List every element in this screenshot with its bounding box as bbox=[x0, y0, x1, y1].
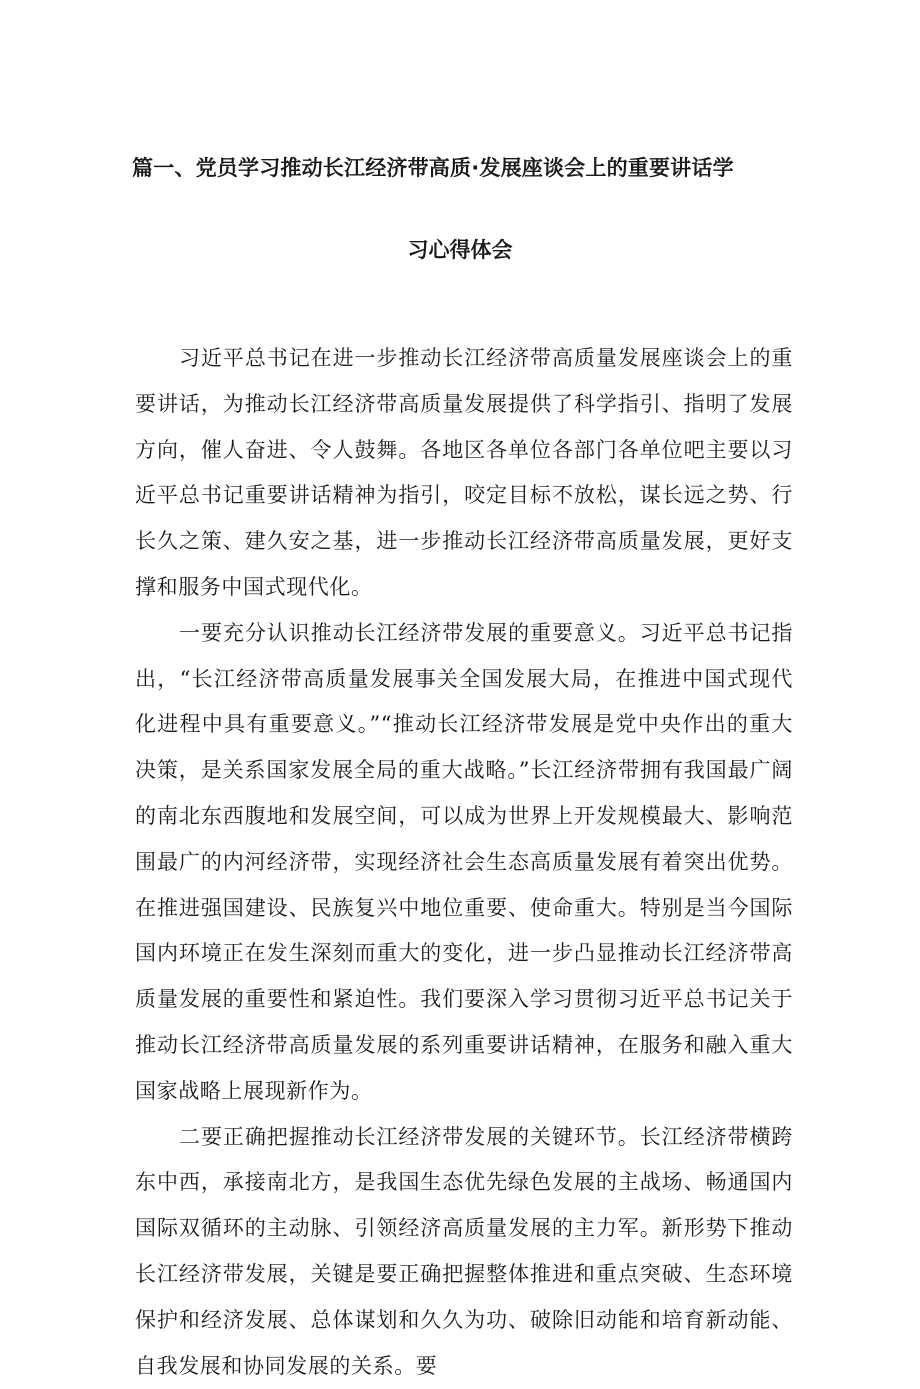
paragraph-point-one: 一要充分认识推动长江经济带发展的重要意义。习近平总书记指出，“长江经济带高质量发展事关全国发展大局，在推进中国式现代化进程中具有重要意义。”“推动长江经济带发展是党中央作出的重大决策，是关系国家发展全局的重大战略。”长江经济带拥有我国最广阔的南北东西腹地和发展空间，可以成为世界上开发规模最大、影响范围最广的内河经济带，实现经济社会生态高质量发展有着突出优势。在推进强国建设、民族复兴中地位重要、使命重大。特别是当今国际国内环境正在发生深刻而重大的变化，进一步凸显推动长江经济带高质量发展的重要性和紧迫性。我们要深入学习贯彻习近平总书记关于推动长江经济带高质量发展的系列重要讲话精神，在服务和融入重大国家战略上展现新作为。 bbox=[135, 620, 793, 1103]
paragraph-intro: 习近平总书记在进一步推动长江经济带高质量发展座谈会上的重要讲话，为推动长江经济带高质量发展提供了科学指引、指明了发展方向，催人奋进、令人鼓舞。各地区各单位各部门各单位吧主要以习近平总书记重要讲话精神为指引，咬定目标不放松，谋长远之势、行长久之策、建久安之基，进一步推动长江经济带高质量发展，更好支撑和服务中国式现代化。 bbox=[135, 346, 793, 599]
document-title-line-1: 篇一、党员学习推动长江经济带高质·发展座谈会上的重要讲话学 bbox=[132, 156, 734, 180]
paragraph-point-two: 二要正确把握推动长江经济带发展的关键环节。长江经济带横跨东中西，承接南北方，是我国生态优先绿色发展的主战场、畅通国内国际双循环的主动脉、引领经济高质量发展的主力军。新形势下推动长江经济带发展，关键是要正确把握整体推进和重点突破、生态环境保护和经济发展、总体谋划和久久为功、破除旧动能和培育新动能、自我发展和协同发展的关系。要 bbox=[135, 1124, 793, 1378]
document-body bbox=[135, 336, 793, 1389]
document-title-line-2: 习心得体会 bbox=[407, 238, 513, 262]
